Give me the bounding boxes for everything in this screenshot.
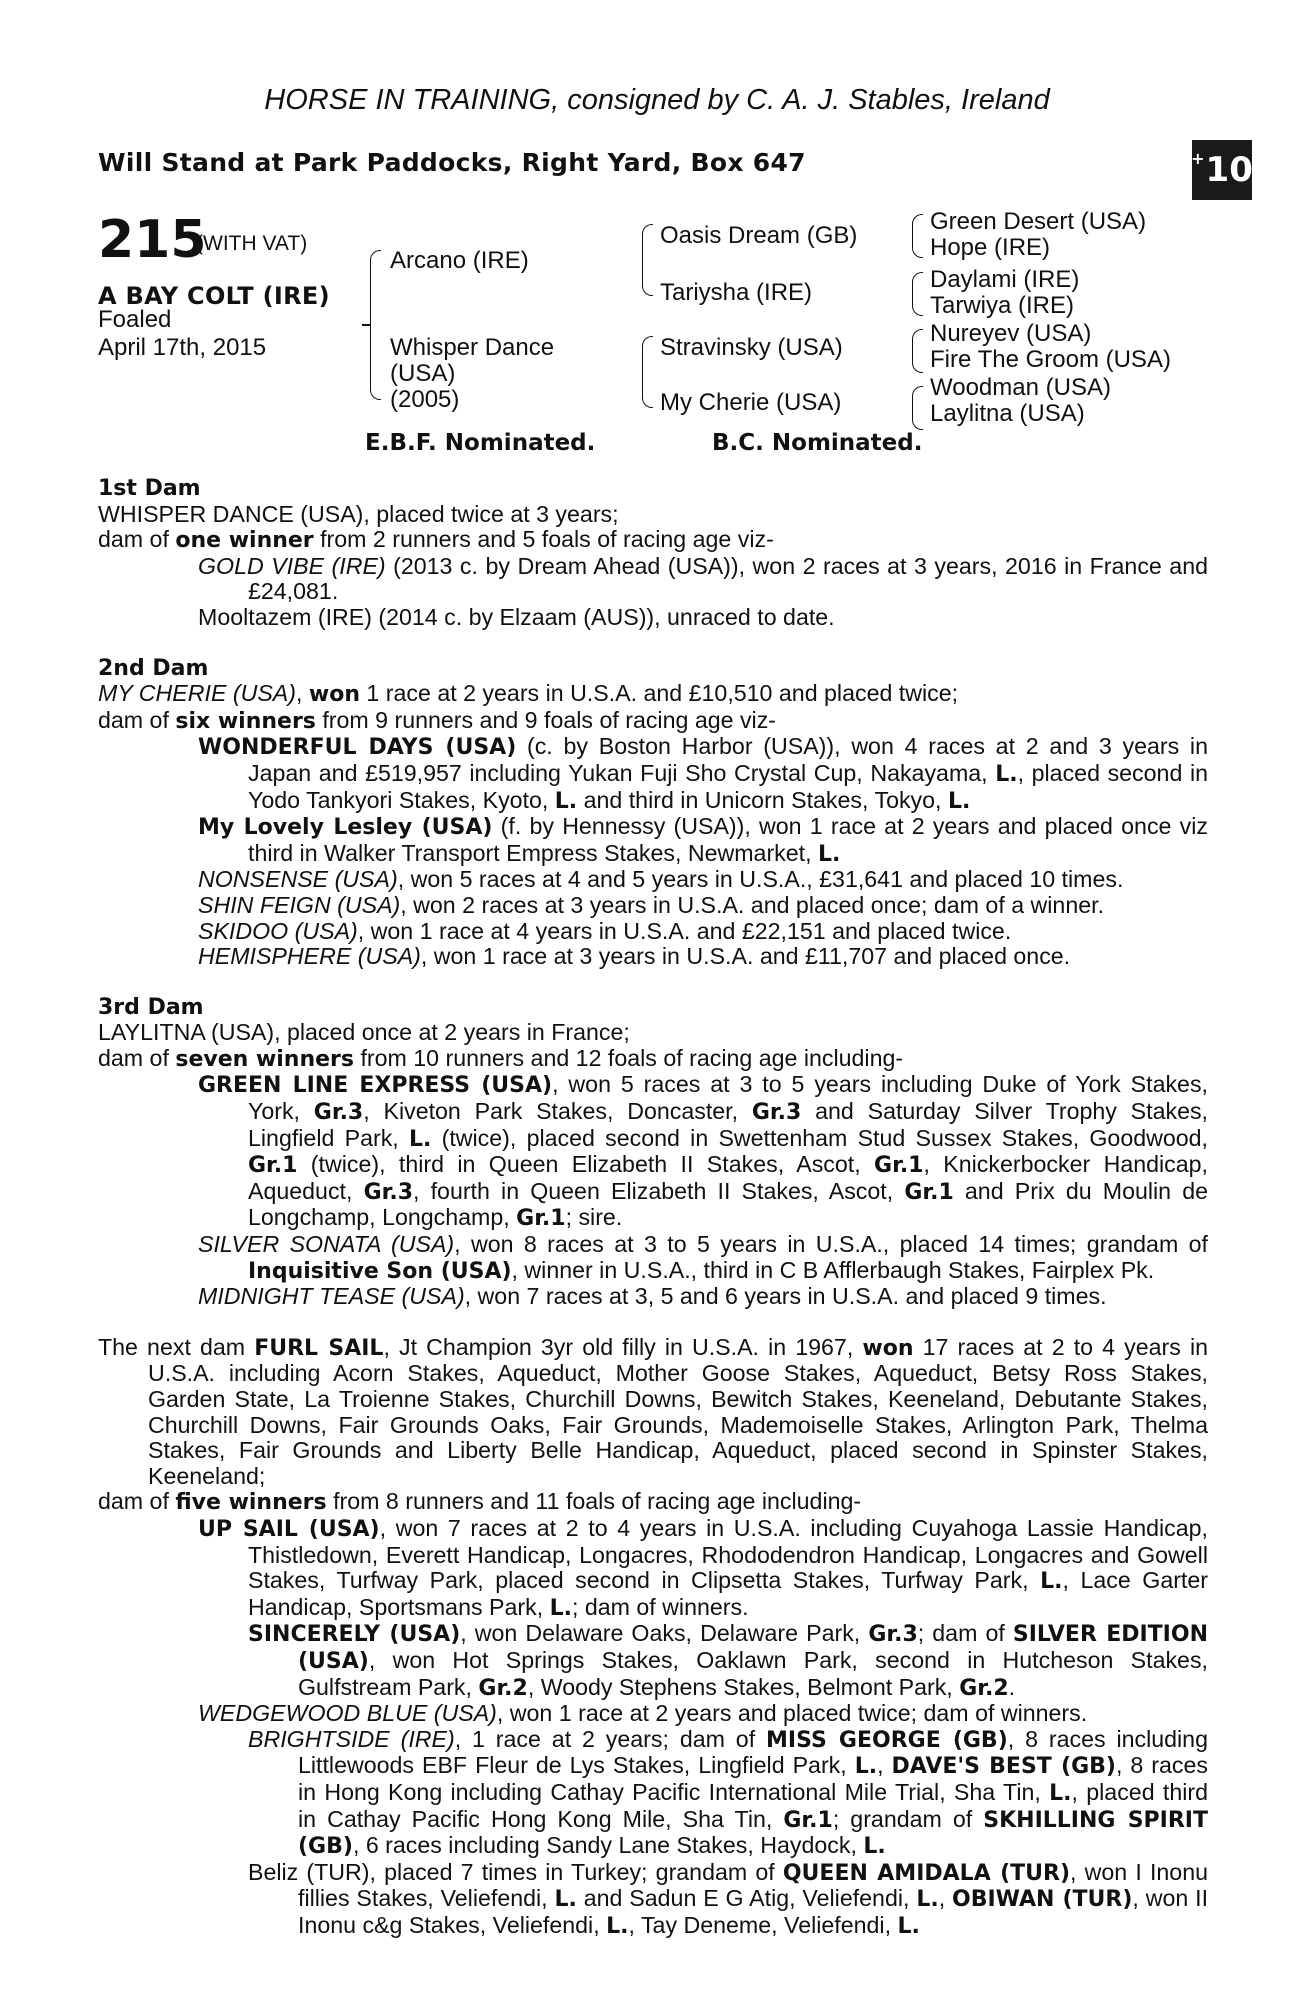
next-dam-offspring-1: UP SAIL (USA), won 7 races at 2 to 4 years in U.S.A. including Cuyahoga Lassie Handicap, Thistledown, Everett Handicap, Longacres, Rhododendron Handicap, Longacres and Gowell Stakes, Turfway Park, placed second in Clipsetta Stakes, Turfway Park, L., Lace Garter Handicap, Sportsmans Park, L.; dam of winners. (198, 1514, 1208, 1621)
second-dam-offspring-1: WONDERFUL DAYS (USA) (c. by Boston Harbor (USA)), won 4 races at 2 and 3 years in Japan and £519,957 including Yukan Fuji Sho Crystal Cup, Nakayama, L., placed second in Yodo Tankyori Stakes, Kyoto, L. and third in Unicorn Stakes, Tokyo, L. (198, 733, 1208, 814)
grand-2: Hope (IRE) (930, 234, 1051, 261)
dam-sire: Stravinsky (USA) (660, 334, 843, 361)
horse-description: A BAY COLT (IRE) (98, 282, 330, 310)
grand-5: Nureyev (USA) (930, 320, 1092, 347)
next-dam-sub-offspring-1: SINCERELY (USA), won Delaware Oaks, Delaware Park, Gr.3; dam of SILVER EDITION (USA), won Hot Springs Stakes, Oaklawn Park, second in Hutcheson Stakes, Gulfstream Park, Gr.2, Woody Stephens Stakes, Belmont Park, Gr.2. (248, 1620, 1208, 1701)
sire-sire: Oasis Dream (GB) (660, 222, 858, 249)
next-dam-sub-offspring-3: Beliz (TUR), placed 7 times in Turkey; grandam of QUEEN AMIDALA (TUR), won I Inonu fillies Stakes, Veliefendi, L. and Sadun E G Atig, Veliefendi, L., OBIWAN (TUR), won II Inonu c&g Stakes, Veliefendi, L., Tay Deneme, Veliefendi, L. (248, 1858, 1209, 1939)
grand-7: Woodman (USA) (930, 374, 1111, 401)
second-dam-offspring-3: NONSENSE (USA), won 5 races at 4 and 5 years in U.S.A., £31,641 and placed 10 times. (198, 866, 1124, 893)
dam-line-2: (USA) (390, 360, 456, 387)
pedigree-brace-2a (642, 224, 653, 296)
catalogue-body (98, 476, 1208, 1939)
third-dam-heading: 3rd Dam (98, 994, 204, 1020)
grand-1: Green Desert (USA) (930, 208, 1147, 235)
grand-6: Fire The Groom (USA) (930, 346, 1171, 373)
second-dam-offspring-5: SKIDOO (USA), won 1 race at 4 years in U.S.A. and £22,151 and placed twice. (198, 917, 1012, 944)
second-dam-offspring-2: My Lovely Lesley (USA) (f. by Hennessy (USA)), won 1 race at 2 years and placed once viz third in Walker Transport Empress Stakes, Newmarket, L. (198, 813, 1208, 867)
grand-3: Daylami (IRE) (930, 266, 1080, 293)
pedigree-brace-1 (370, 250, 381, 400)
sire: Arcano (IRE) (390, 247, 529, 274)
third-dam-produce: dam of seven winners from 10 runners and 12 foals of racing age including- (98, 1044, 904, 1072)
pedigree-brace-3d (912, 386, 923, 430)
pedigree-brace-2b (642, 336, 653, 408)
badge-plus: + (1191, 148, 1205, 168)
lot-number: 215 (98, 210, 207, 270)
pedigree-brace-3a (912, 214, 923, 258)
pedigree-brace-1-mid (362, 324, 370, 326)
third-dam-offspring-3: MIDNIGHT TEASE (USA), won 7 races at 3, 5 and 6 years in U.S.A. and placed 9 times. (198, 1283, 1107, 1310)
page-title: HORSE IN TRAINING, consigned by C. A. J. Stables, Ireland (264, 84, 1050, 116)
second-dam-offspring-6: HEMISPHERE (USA), won 1 race at 3 years in U.S.A. and £11,707 and placed once. (198, 943, 1071, 970)
foaled-label: Foaled (98, 306, 172, 333)
bc-nominated: B.C. Nominated. (712, 430, 923, 456)
second-dam-produce: dam of six winners from 9 runners and 9 foals of racing age viz- (98, 706, 777, 734)
first-dam-offspring-1: GOLD VIBE (IRE) (2013 c. by Dream Ahead (USA)), won 2 races at 3 years, 2016 in France and £24,081. (198, 552, 1208, 605)
pedigree-brace-3b (912, 272, 923, 316)
first-dam-heading: 1st Dam (98, 476, 201, 501)
pedigree-brace-3c (912, 329, 923, 373)
stand-location: Will Stand at Park Paddocks, Right Yard, Box 647 (98, 148, 806, 177)
foaled-date: April 17th, 2015 (98, 334, 267, 361)
next-dam-produce: dam of five winners from 8 runners and 11 foals of racing age including- (98, 1488, 862, 1516)
first-dam-offspring-2: Mooltazem (IRE) (2014 c. by Elzaam (AUS)), unraced to date. (198, 603, 835, 630)
first-dam-produce: dam of one winner from 2 runners and 5 foals of racing age viz- (98, 526, 774, 554)
second-dam-offspring-4: SHIN FEIGN (USA), won 2 races at 3 years in U.S.A. and placed once; dam of a winner. (198, 891, 1105, 918)
second-dam-line: MY CHERIE (USA), won 1 race at 2 years in U.S.A. and £10,510 and placed twice; (98, 680, 959, 708)
badge-number: 10 (1205, 150, 1253, 190)
third-dam-line: LAYLITNA (USA), placed once at 2 years in France; (98, 1019, 630, 1046)
next-dam-offspring-2: WEDGEWOOD BLUE (USA), won 1 race at 2 years and placed twice; dam of winners. (198, 1700, 1088, 1727)
sire-dam: Tariysha (IRE) (660, 279, 813, 306)
ebf-nominated: E.B.F. Nominated. (365, 430, 596, 456)
first-dam-line: WHISPER DANCE (USA), placed twice at 3 years; (98, 500, 619, 527)
grand-4: Tarwiya (IRE) (930, 292, 1075, 319)
second-dam-heading: 2nd Dam (98, 655, 209, 681)
grand-8: Laylitna (USA) (930, 400, 1085, 427)
next-dam-paragraph: The next dam FURL SAIL, Jt Champion 3yr old filly in U.S.A. in 1967, won 17 races at 2 to 4 years in U.S.A. including Acorn Stakes, Aqueduct, Mother Goose Stakes, Aqueduct, Betsy Ross Stakes, Garden State, La Troienne Stakes, Churchill Downs, Bewitch Stakes, Keeneland, Debutante Stakes, Churchill Downs, Fair Grounds Oaks, Fair Grounds, Mademoiselle Stakes, Arlington Park, Thelma Stakes, Fair Grounds and Liberty Belle Handicap, Aqueduct, placed second in Spinster Stakes, Keeneland; (98, 1333, 1208, 1489)
third-dam-offspring-2: SILVER SONATA (USA), won 8 races at 3 to 5 years in U.S.A., placed 14 times; grandam of Inquisitive Son (USA), winner in U.S.A., third in C B Afflerbaugh Stakes, Fairplex Pk. (198, 1231, 1208, 1284)
next-dam-sub-offspring-2: BRIGHTSIDE (IRE), 1 race at 2 years; dam of MISS GEORGE (GB), 8 races including Littlewoods EBF Fleur de Lys Stakes, Lingfield Park, L., DAVE'S BEST (GB), 8 races in Hong Kong including Cathay Pacific International Mile Trial, Sha Tin, L., placed third in Cathay Pacific Hong Kong Mile, Sha Tin, Gr.1; grandam of SKHILLING SPIRIT (GB), 6 races including Sandy Lane Stakes, Haydock, L. (248, 1725, 1208, 1860)
vat-label: (WITH VAT) (196, 232, 308, 255)
lot-badge (1192, 140, 1252, 200)
third-dam-offspring-1: GREEN LINE EXPRESS (USA), won 5 races at 3 to 5 years including Duke of York Stakes, York, Gr.3, Kiveton Park Stakes, Doncaster, Gr.3 and Saturday Silver Trophy Stakes, Lingfield Park, L. (twice), placed second in Swettenham Stud Sussex Stakes, Goodwood, Gr.1 (twice), third in Queen Elizabeth II Stakes, Ascot, Gr.1, Knickerbocker Handicap, Aqueduct, Gr.3, fourth in Queen Elizabeth II Stakes, Ascot, Gr.1 and Prix du Moulin de Longchamp, Longchamp, Gr.1; sire. (198, 1071, 1209, 1232)
dam-dam: My Cherie (USA) (660, 389, 842, 416)
dam-line-1: Whisper Dance (390, 334, 555, 361)
dam-line-3: (2005) (390, 386, 460, 413)
